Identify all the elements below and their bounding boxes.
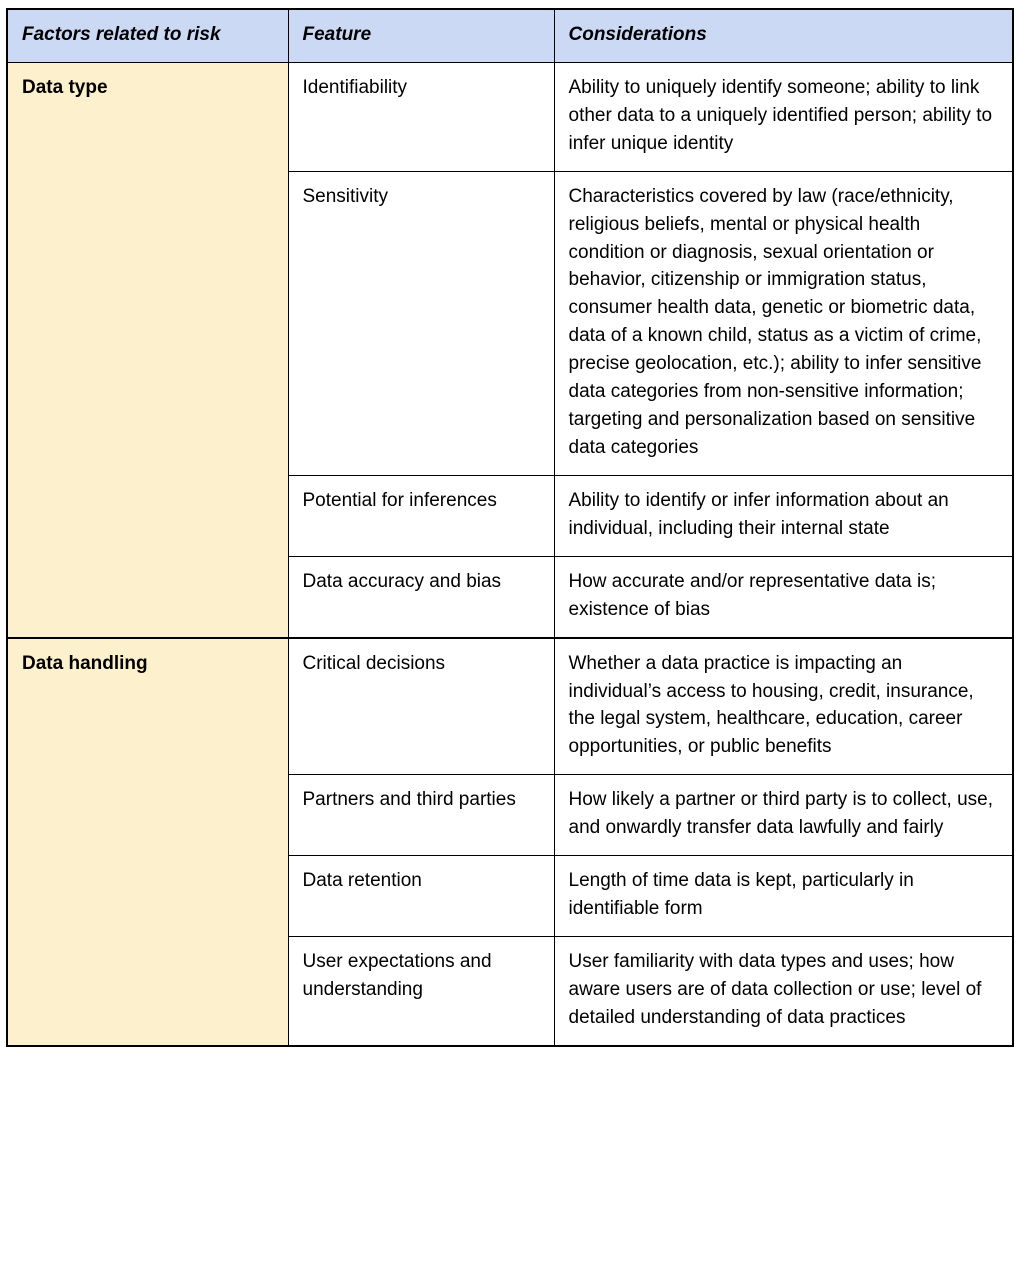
column-header-feature: Feature xyxy=(288,9,554,62)
consideration-partners-and-third-parties: How likely a partner or third party is to collect, use, and onwardly transfer data lawfully and fairly xyxy=(554,775,1013,856)
consideration-identifiability: Ability to uniquely identify someone; ability to link other data to a uniquely identified person; ability to infer unique identity xyxy=(554,62,1013,171)
consideration-critical-decisions: Whether a data practice is impacting an individual’s access to housing, credit, insurance, the legal system, healthcare, education, career opportunities, or public benefits xyxy=(554,638,1013,775)
group-label-data-handling: Data handling xyxy=(7,638,288,1046)
consideration-potential-for-inferences: Ability to identify or infer information about an individual, including their internal state xyxy=(554,475,1013,556)
feature-data-accuracy-and-bias: Data accuracy and bias xyxy=(288,556,554,637)
consideration-sensitivity: Characteristics covered by law (race/ethnicity, religious beliefs, mental or physical health condition or diagnosis, sexual orientation or behavior, citizenship or immigration status, consumer health data, genetic or biometric data, data of a known child, status as a victim of crime, precise geolocation, etc.); ability to infer sensitive data categories from non-sensitive information; targeting and personalization based on sensitive data categories xyxy=(554,171,1013,475)
table-row xyxy=(7,62,1013,171)
table-body xyxy=(7,62,1013,1045)
consideration-user-expectations-and-understanding: User familiarity with data types and uses; how aware users are of data collection or use; level of detailed understanding of data practices xyxy=(554,936,1013,1045)
column-header-factors: Factors related to risk xyxy=(7,9,288,62)
consideration-data-retention: Length of time data is kept, particularly in identifiable form xyxy=(554,856,1013,937)
column-header-considerations: Considerations xyxy=(554,9,1013,62)
consideration-data-accuracy-and-bias: How accurate and/or representative data is; existence of bias xyxy=(554,556,1013,637)
feature-critical-decisions: Critical decisions xyxy=(288,638,554,775)
feature-sensitivity: Sensitivity xyxy=(288,171,554,475)
table-header xyxy=(7,9,1013,62)
table-row xyxy=(7,638,1013,775)
group-label-data-type: Data type xyxy=(7,62,288,637)
feature-potential-for-inferences: Potential for inferences xyxy=(288,475,554,556)
risk-factors-table xyxy=(6,8,1014,1047)
feature-user-expectations-and-understanding: User expectations and understanding xyxy=(288,936,554,1045)
feature-data-retention: Data retention xyxy=(288,856,554,937)
feature-partners-and-third-parties: Partners and third parties xyxy=(288,775,554,856)
header-row xyxy=(7,9,1013,62)
feature-identifiability: Identifiability xyxy=(288,62,554,171)
